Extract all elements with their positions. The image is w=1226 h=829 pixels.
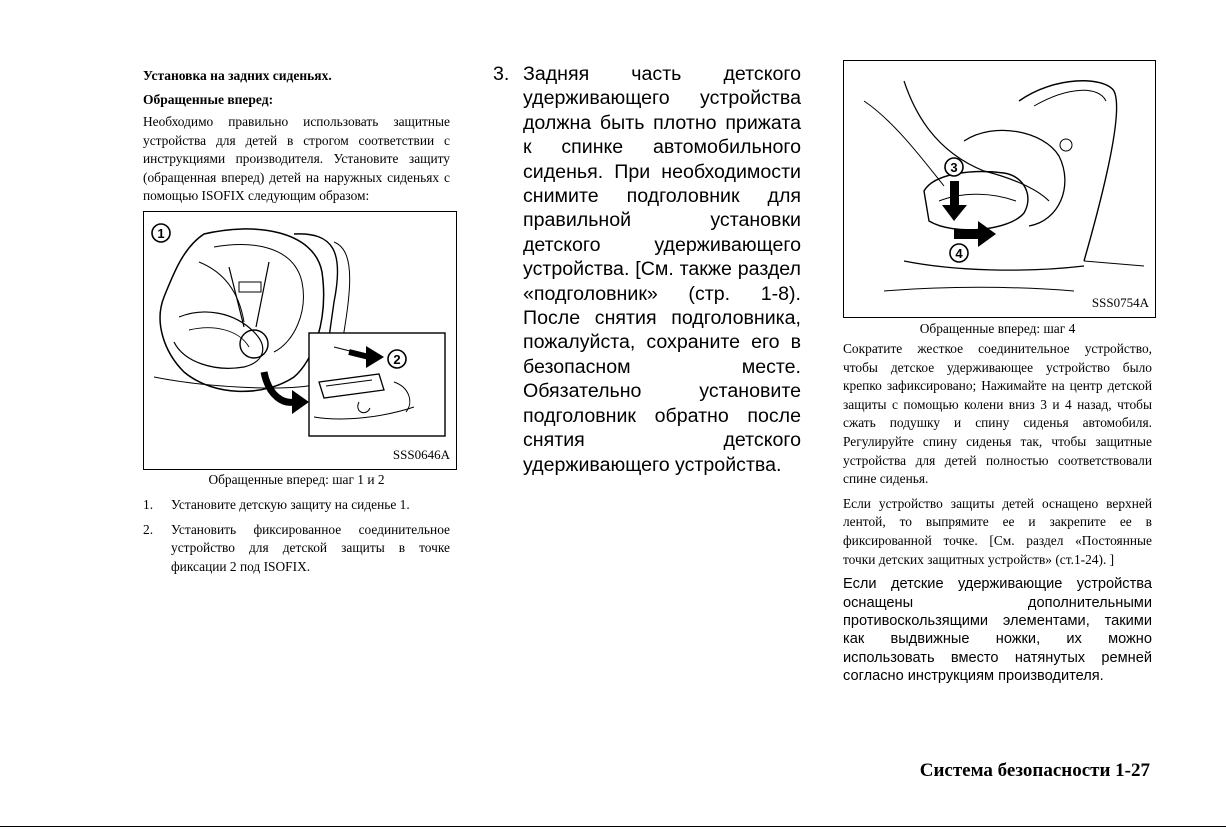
figure-code: SSS0754A — [1091, 295, 1149, 310]
steps-list — [143, 496, 450, 576]
callout-3-label: 3 — [950, 160, 958, 175]
subsection-heading: Обращенные вперед: — [143, 92, 274, 107]
child-seat-illustration — [144, 212, 456, 469]
paragraph-compress: Сократите жесткое соединительное устройство, чтобы детское удерживающее устройство было крепко зафиксировано; Нажимайте на центр детской защиты с помощью колени вниз 3 и 4 назад, чтобы сжать подушку и спину сиденья автомобиля. Регулируйте спину сиденья так, чтобы защитные устройства для детей полностью соответствовали спине сиденья. — [843, 341, 1152, 487]
callout-1-label: 1 — [157, 225, 165, 241]
bottom-divider — [0, 826, 1226, 827]
step-number: 1. — [143, 496, 154, 512]
figure-step-1-2 — [143, 211, 457, 470]
middle-column — [493, 62, 801, 477]
page-footer: Система безопасности 1-27 — [919, 760, 1150, 781]
figure-code: SSS0646A — [392, 446, 450, 462]
callout-2-label: 2 — [393, 351, 401, 367]
intro-paragraph: Необходимо правильно использовать защитные устройства для детей в строгом соответствии с инструкциями производителя. Установите защиту (обращенная вперед) детей на наружных сиденьях с помощью ISOFIX следующим образом: — [143, 114, 450, 204]
right-column — [843, 60, 1152, 686]
seat-compression-illustration — [844, 61, 1155, 317]
figure-caption: Обращенные вперед: шаг 1 и 2 — [208, 471, 385, 487]
figure-caption: Обращенные вперед: шаг 4 — [919, 321, 1076, 336]
section-heading: Установка на задних сиденьях. — [143, 68, 332, 83]
step-text: Установите детскую защиту на сиденье 1. — [171, 496, 410, 512]
step-number: 3. — [493, 63, 510, 85]
paragraph-support-legs: Если детские удерживающие устройства оснащены дополнительными противоскользящими элементами, такими как выдвижные ножки, их можно использовать вместо натянутых ремней согласно инструкциям производителя. — [843, 576, 1152, 685]
list-item — [143, 521, 450, 577]
step-text: Задняя часть детского удерживающего устройства должна быть плотно прижата к спинке автомобильного сиденья. При необходимости снимите подголовник для правильной установки детского удерживающего устройства. [См. также раздел «подголовник» (стр. 1-8). После снятия подголовника, пожалуйста, сохраните его в безопасном месте. Обязательно установите подголовник обратно после снятия детского удерживающего устройства. — [523, 63, 801, 476]
figure-step-4 — [843, 60, 1156, 318]
left-column — [143, 66, 450, 582]
step-text: Установить фиксированное соединительное устройство для детской защиты в точке фиксации 2 под ISOFIX. — [171, 521, 450, 574]
paragraph-top-tether: Если устройство защиты детей оснащено верхней лентой, то выпрямите ее и закрепите ее в фиксированной точке. [См. раздел «Постоянные точки детских защитных устройств» (ст.1-24). ] — [843, 495, 1152, 567]
callout-4-label: 4 — [955, 246, 963, 261]
step-3 — [493, 62, 801, 477]
step-number: 2. — [143, 521, 154, 537]
list-item — [143, 496, 450, 515]
